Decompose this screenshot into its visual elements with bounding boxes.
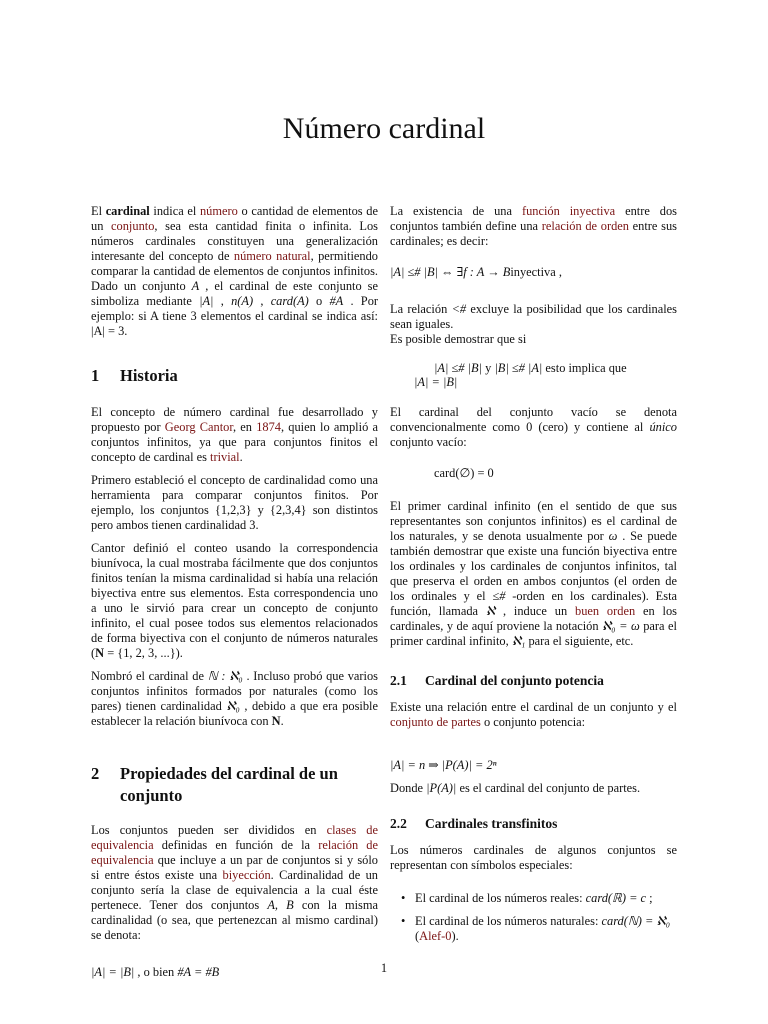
text: , sea esta cantidad finita o infinita. Los números cardinales constituyen una generalización interesante del concepto de — [91, 219, 378, 263]
equation-inyectiva — [390, 265, 677, 280]
historia-paragraph-1 — [91, 405, 378, 465]
transfinitos-list — [390, 891, 677, 944]
link-conjunto-partes[interactable]: conjunto de partes — [390, 715, 481, 729]
text: . — [239, 450, 243, 464]
section-heading-propiedades — [91, 763, 378, 807]
math: A — [191, 279, 200, 293]
bold-symbol: N — [95, 646, 105, 660]
vacio-paragraph — [390, 405, 677, 450]
math: ℵ₁ — [511, 634, 526, 648]
text: Existe una relación entre el cardinal de un conjunto y el — [390, 700, 677, 714]
math: |A| = |B| — [414, 375, 458, 389]
math: <# — [451, 302, 467, 316]
text: La relación — [390, 302, 452, 316]
text: entre dos conjuntos también define una — [390, 204, 678, 233]
math: ω — [608, 529, 618, 543]
math: ≤# — [492, 589, 506, 603]
math: #A — [329, 294, 344, 308]
text: , quien lo amplió a conjuntos infinitos, ya que para conjuntos finitos el concepto de cardinal es — [91, 420, 378, 464]
text: Cantor definió el conteo usando la correspondencia biunívoca, la cual mostraba fácilmente que dos conjuntos finitos tenían la misma cardinalidad si había una relación biyectiva entre sus elementos. Esta correspondencia uno a uno le sirvió para crear un concepto de conjunto infinito, el cual posee todos sus elementos relacionados de forma biyectiva con el conjunto de números naturales ( — [91, 541, 378, 660]
orden-paragraph — [390, 204, 677, 249]
text: , o bien — [134, 965, 178, 979]
page-number: 1 — [380, 961, 388, 975]
math: n(A) — [231, 294, 254, 308]
text: = {1, 2, 3, ...}). — [104, 646, 183, 660]
link-alef-0[interactable]: Alef-0 — [419, 929, 452, 943]
subsection-heading-potencia — [390, 673, 677, 688]
text: . Por ejemplo: si A tiene 3 elementos el cardinal se indica así: |A| = 3. — [91, 294, 379, 338]
text: conjunto vacío: — [390, 435, 467, 449]
equation-potencia: |A| = n ⇒ |P(A)| = 2ⁿ — [390, 758, 497, 772]
text: , permitiendo comparar la cantidad de elementos de conjuntos infinitos. Dado un conjunto — [91, 249, 378, 293]
list-item — [390, 891, 677, 906]
text: en los cardinales, y de aquí proviene la notación — [390, 604, 677, 633]
right-column — [390, 204, 677, 952]
text: ; — [646, 891, 653, 905]
link-buen-orden[interactable]: buen orden — [575, 604, 636, 618]
historia-paragraph-4 — [91, 669, 378, 729]
math: |A| = |B| — [91, 965, 135, 979]
text: o — [308, 294, 330, 308]
math: |B| ≤# |A| — [494, 361, 543, 375]
section-title: Historia — [120, 366, 178, 385]
section-number: 1 — [91, 366, 100, 385]
math: A, B — [267, 898, 294, 912]
text: o conjunto potencia: — [480, 715, 586, 729]
demostrar-paragraph: Es posible demostrar que si — [390, 332, 527, 346]
text: , induce un — [495, 604, 575, 618]
math: #A = #B — [177, 965, 220, 979]
subsection-title: Cardinal del conjunto potencia — [425, 673, 604, 688]
text: definidas en función de la — [153, 838, 319, 852]
text: . Se puede también demostrar que existe una función biyectiva entre los ordinales y los cardinales de conjuntos infinitos, tal que preserva el orden en ambos conjuntos (el orden de los ordinales y el — [390, 529, 677, 603]
link-numero-natural[interactable]: número natural — [233, 249, 311, 263]
math: |P(A)| — [426, 781, 457, 795]
text: El — [91, 204, 106, 218]
link-trivial[interactable]: trivial — [210, 450, 240, 464]
infinito-paragraph — [390, 499, 677, 649]
subsection-number: 2.2 — [390, 816, 407, 831]
equation-antisymmetry — [390, 361, 677, 389]
text: El concepto de número cardinal fue desarrollado y propuesto por — [91, 405, 378, 434]
text: esto implica que — [542, 361, 627, 375]
historia-paragraph-3 — [91, 541, 378, 661]
subsection-heading-transfinitos — [390, 816, 677, 831]
text: La existencia de una — [390, 204, 522, 218]
text: con la misma cardinalidad (o sea, que pertenezcan al mismo cardinal) se denota: — [91, 898, 378, 942]
text: ). — [451, 929, 459, 943]
link-relacion-orden[interactable]: relación de orden — [541, 219, 629, 233]
text: , debido a que era posible establecer la relación biunívoca con — [91, 699, 378, 728]
equation-line — [414, 375, 677, 389]
math: ℕ : ℵ₀ — [207, 669, 243, 683]
text: . — [280, 714, 284, 728]
math: card(ℝ) = c — [585, 891, 647, 905]
text: . Incluso probó que varios conjuntos infinitos formados por naturales (como los pares) tienen cardinalidad — [91, 669, 378, 713]
text: Nombró el cardinal de — [91, 669, 208, 683]
section-number: 2 — [91, 764, 100, 783]
text: . Cardinalidad de un conjunto sería la clase de equivalencia a la cual éste pertenece. Tener dos conjuntos — [91, 868, 378, 912]
link-funcion-inyectiva[interactable]: función inyectiva — [521, 204, 616, 218]
text: y — [481, 361, 495, 375]
math: ℵ — [485, 604, 496, 618]
partes-paragraph — [390, 781, 677, 796]
strict-relation-paragraph — [390, 302, 677, 332]
transfinitos-paragraph: Los números cardinales de algunos conjuntos se representan con símbolos especiales: — [390, 843, 677, 872]
text: que incluye a un par de conjuntos si y sólo si entre éstos existe una — [91, 853, 378, 882]
link-clases-equivalencia[interactable]: clases de equivalencia — [91, 823, 378, 852]
text: excluye la posibilidad que los cardinales sean iguales. — [390, 302, 677, 331]
text: El cardinal de los números naturales: — [415, 914, 602, 928]
text: Los conjuntos pueden ser divididos en — [91, 823, 327, 837]
page-title: Número cardinal — [282, 112, 486, 145]
text: o cantidad de elementos de un — [91, 204, 378, 233]
text: ( — [415, 929, 420, 943]
section-title: Propiedades del cardinal de un conjunto — [120, 764, 338, 805]
text: El cardinal de los números reales: — [415, 891, 586, 905]
link-relacion-equivalencia[interactable]: relación de equivalencia — [91, 838, 378, 867]
subsection-number: 2.1 — [390, 673, 407, 688]
text: entre sus cardinales; es decir: — [390, 219, 677, 248]
link-1874[interactable]: 1874 — [256, 420, 281, 434]
math: ℵ₀ — [226, 699, 240, 713]
math: card(A) — [270, 294, 309, 308]
text: , — [213, 294, 232, 308]
equation-vacio: card(∅) = 0 — [434, 466, 494, 480]
equation-line — [434, 361, 677, 375]
text: , el cardinal de este conjunto se simboliza mediante — [91, 279, 379, 308]
text: El primer cardinal infinito (en el sentido de que sus representantes son conjuntos infinitos) es el cardinal de los naturales, y se denota usualmente por — [390, 499, 677, 543]
text: para el siguiente, etc. — [525, 634, 634, 648]
text: , — [253, 294, 271, 308]
subsection-title: Cardinales transfinitos — [425, 816, 558, 831]
list-item — [390, 914, 677, 944]
math: card(ℕ) = ℵ₀ — [601, 914, 671, 928]
section-heading-historia — [91, 365, 378, 387]
text: -orden en los cardinales). Esta función, llamada — [390, 589, 678, 618]
text: indica el — [149, 204, 200, 218]
propiedades-paragraph — [91, 823, 378, 943]
text: , en — [232, 420, 257, 434]
intro-paragraph — [91, 204, 378, 339]
math: |A| — [199, 294, 214, 308]
math: |A| ≤# |B| — [434, 361, 482, 375]
math: |A| ≤# |B| ⇔ ∃f : A → B — [390, 265, 511, 279]
bold-symbol: N — [271, 714, 281, 728]
math: ℵ₀ = ω — [602, 619, 640, 633]
text: Donde — [390, 781, 427, 795]
bold-term: cardinal — [105, 204, 150, 218]
potencia-paragraph — [390, 700, 677, 730]
historia-paragraph-2: Primero estableció el concepto de cardinalidad como una herramienta para comparar conjuntos finitos. Por ejemplo, los conjuntos {1,2,3} y {2,3,4} son distintos pero ambos tienen cardinalidad 3. — [91, 473, 378, 532]
text: es el cardinal del conjunto de partes. — [456, 781, 641, 795]
text: para el primer cardinal infinito, — [390, 619, 677, 648]
link-georg-cantor[interactable]: Georg Cantor — [164, 420, 233, 434]
italic-term: único — [649, 420, 677, 434]
link-numero[interactable]: número — [199, 204, 238, 218]
left-column — [91, 204, 378, 988]
text: inyectiva , — [510, 265, 562, 279]
text: El cardinal del conjunto vacío se denota convencionalmente como 0 (cero) y contiene al — [390, 405, 677, 434]
link-biyeccion[interactable]: biyección — [222, 868, 271, 882]
link-conjunto[interactable]: conjunto — [111, 219, 155, 233]
